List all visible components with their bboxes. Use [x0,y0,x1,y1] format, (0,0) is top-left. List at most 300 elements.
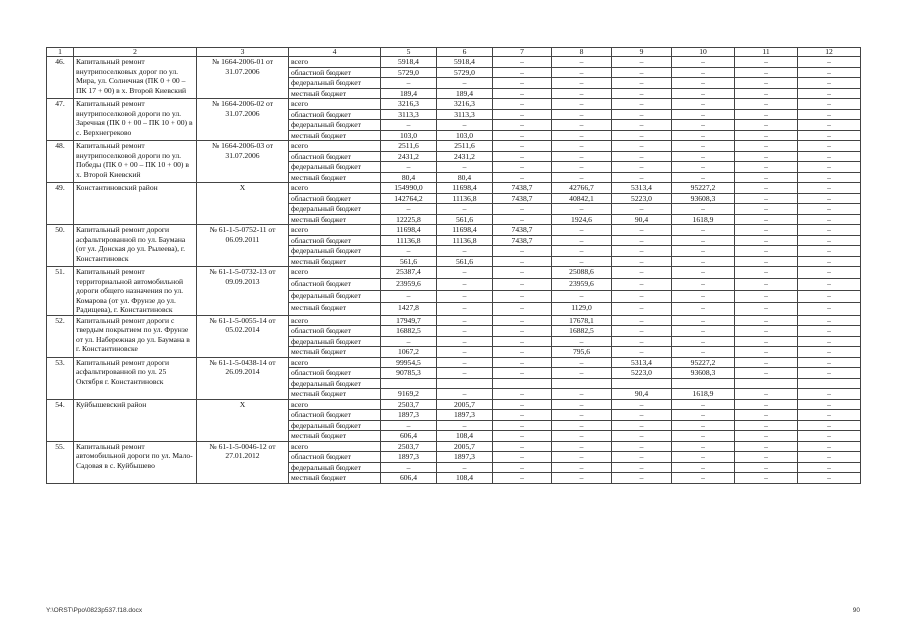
value-cell: – [798,441,861,452]
header-col-1: 1 [47,48,74,57]
value-cell: – [672,291,735,303]
entry-number: 50. [47,225,74,267]
value-cell: 93608,3 [672,193,735,204]
budget-type-cell: областной бюджет [289,109,381,120]
value-cell: – [493,368,552,379]
value-cell: – [735,162,798,173]
budget-type-cell: местный бюджет [289,431,381,442]
budget-type-cell: федеральный бюджет [289,420,381,431]
value-cell: 1897,3 [381,410,437,421]
value-cell: 17949,7 [381,315,437,326]
value-cell: – [493,389,552,400]
value-cell: – [798,410,861,421]
value-cell: – [552,151,612,162]
budget-type-cell: всего [289,141,381,152]
value-cell: 2431,2 [437,151,493,162]
header-col-5: 5 [381,48,437,57]
value-cell: – [735,214,798,225]
value-cell: – [552,172,612,183]
value-cell: – [493,303,552,315]
value-cell: – [493,399,552,410]
budget-type-cell: федеральный бюджет [289,120,381,131]
value-cell: – [672,225,735,236]
value-cell: – [612,420,672,431]
value-cell: – [437,78,493,89]
value-cell: 2005,7 [437,399,493,410]
value-cell: 93608,3 [672,368,735,379]
value-cell: 5223,0 [612,368,672,379]
header-col-4: 4 [289,48,381,57]
entry-document: № 1664-2006-03 от 31.07.2006 [197,141,289,183]
value-cell: 7438,7 [493,193,552,204]
value-cell: – [798,88,861,99]
value-cell: – [672,410,735,421]
value-cell: – [672,267,735,279]
value-cell: – [552,389,612,400]
value-cell: – [798,399,861,410]
value-cell: 5313,4 [612,183,672,194]
value-cell: – [798,235,861,246]
entry-name: Капитальный ремонт внутрипоселковой дороги по ул. Победы (ПК 0 + 00 – ПК 10 + 00) в х. Второй Киевский [74,141,197,183]
value-cell: – [612,303,672,315]
value-cell: – [612,291,672,303]
value-cell: – [735,291,798,303]
entry-document: № 1664-2006-02 от 31.07.2006 [197,99,289,141]
value-cell: – [493,151,552,162]
footer-file-path: Y:\ORST\Ppo\0823p537.f18.docx [46,607,143,614]
value-cell: – [437,368,493,379]
value-cell: – [552,410,612,421]
value-cell: – [612,109,672,120]
budget-type-cell: федеральный бюджет [289,462,381,473]
value-cell: – [735,462,798,473]
value-cell: – [437,162,493,173]
table-row [47,183,861,194]
value-cell: 103,0 [437,130,493,141]
budget-type-cell: местный бюджет [289,214,381,225]
value-cell: – [612,452,672,463]
value-cell: – [437,267,493,279]
budget-type-cell: федеральный бюджет [289,246,381,257]
entry-document: № 61-1-5-0732-13 от 09.09.2013 [197,267,289,316]
value-cell: – [552,462,612,473]
value-cell: – [493,109,552,120]
budget-type-cell: федеральный бюджет [289,291,381,303]
value-cell: – [672,151,735,162]
value-cell: – [735,368,798,379]
value-cell: – [735,204,798,215]
value-cell: – [493,246,552,257]
value-cell: – [672,78,735,89]
value-cell: – [735,172,798,183]
value-cell: – [437,120,493,131]
value-cell: – [735,399,798,410]
value-cell: – [437,279,493,291]
entry-name: Капитальный ремонт внутрипоселковых дорог по ул. Мира, ул. Солнечная (ПК 0 + 00 – ПК 17 + 00) в х. Второй Киевский [74,57,197,99]
value-cell: – [493,120,552,131]
value-cell: 2005,7 [437,441,493,452]
value-cell: – [735,120,798,131]
value-cell: 16882,5 [381,326,437,337]
budget-type-cell: всего [289,441,381,452]
value-cell: – [735,452,798,463]
value-cell: – [798,256,861,267]
value-cell: – [672,141,735,152]
value-cell: – [798,130,861,141]
value-cell: 99954,5 [381,357,437,368]
value-cell: – [612,57,672,68]
budget-type-cell: федеральный бюджет [289,336,381,347]
value-cell: – [672,57,735,68]
value-cell: – [735,78,798,89]
value-cell: – [735,326,798,337]
value-cell: – [437,291,493,303]
value-cell: – [552,67,612,78]
entry-number: 51. [47,267,74,316]
header-col-12: 12 [798,48,861,57]
value-cell: – [612,462,672,473]
value-cell: 561,6 [437,214,493,225]
value-cell: 1067,2 [381,347,437,358]
value-cell [672,378,735,389]
value-cell: – [437,347,493,358]
value-cell: 3216,3 [381,99,437,110]
value-cell: – [612,225,672,236]
value-cell: – [612,204,672,215]
value-cell: – [612,399,672,410]
value-cell: 108,4 [437,473,493,484]
header-col-9: 9 [612,48,672,57]
value-cell: – [798,225,861,236]
budget-type-cell: всего [289,399,381,410]
value-cell: 5729,0 [437,67,493,78]
entry-number: 49. [47,183,74,225]
value-cell: – [552,357,612,368]
value-cell: – [672,256,735,267]
budget-type-cell: областной бюджет [289,326,381,337]
value-cell: 25088,6 [552,267,612,279]
value-cell: 1897,3 [437,410,493,421]
value-cell: – [612,235,672,246]
value-cell: 1427,8 [381,303,437,315]
value-cell: – [493,279,552,291]
value-cell: – [672,326,735,337]
value-cell: – [735,420,798,431]
value-cell: – [672,204,735,215]
entry-number: 53. [47,357,74,399]
value-cell: – [798,368,861,379]
entry-number: 48. [47,141,74,183]
value-cell: 23959,6 [552,279,612,291]
value-cell: – [672,399,735,410]
value-cell: 80,4 [381,172,437,183]
value-cell: 11136,8 [437,193,493,204]
value-cell: 5918,4 [381,57,437,68]
value-cell: – [798,162,861,173]
value-cell: – [381,204,437,215]
value-cell: – [735,441,798,452]
header-col-8: 8 [552,48,612,57]
value-cell: – [798,473,861,484]
budget-type-cell: всего [289,357,381,368]
value-cell: – [672,99,735,110]
entry-name: Капитальный ремонт территориальной автомобильной дороги общего назначения по ул. Комарова (от ул. Фрунзе до ул. Радищева), г. Константиновск [74,267,197,316]
budget-type-cell: областной бюджет [289,193,381,204]
value-cell: – [735,303,798,315]
value-cell: – [672,109,735,120]
value-cell: – [612,120,672,131]
value-cell: 1129,0 [552,303,612,315]
table-row [47,225,861,236]
entry-document: № 1664-2006-01 от 31.07.2006 [197,57,289,99]
value-cell: – [437,336,493,347]
value-cell: – [437,420,493,431]
value-cell: – [735,347,798,358]
entry-document: № 61-1-5-0046-12 от 27.01.2012 [197,441,289,483]
value-cell: – [672,420,735,431]
value-cell: – [798,151,861,162]
value-cell: – [552,441,612,452]
value-cell: – [493,172,552,183]
value-cell: – [612,336,672,347]
budget-type-cell: местный бюджет [289,88,381,99]
value-cell: 154990,0 [381,183,437,194]
budget-type-cell: федеральный бюджет [289,162,381,173]
header-col-11: 11 [735,48,798,57]
budget-type-cell: местный бюджет [289,347,381,358]
value-cell: – [798,172,861,183]
value-cell: – [612,162,672,173]
budget-type-cell: местный бюджет [289,389,381,400]
value-cell: – [552,235,612,246]
table-row [47,99,861,110]
value-cell: 2511,6 [437,141,493,152]
value-cell: – [612,410,672,421]
value-cell: 2503,7 [381,399,437,410]
table-body [47,57,861,484]
budget-type-cell: федеральный бюджет [289,78,381,89]
value-cell: – [612,141,672,152]
budget-type-cell: областной бюджет [289,235,381,246]
value-cell: – [493,347,552,358]
value-cell: 23959,6 [381,279,437,291]
value-cell: – [735,410,798,421]
budget-type-cell: всего [289,57,381,68]
value-cell: – [735,315,798,326]
value-cell: 80,4 [437,172,493,183]
budget-type-cell: местный бюджет [289,256,381,267]
value-cell: – [437,326,493,337]
value-cell: 1897,3 [381,452,437,463]
value-cell: – [552,291,612,303]
value-cell: – [798,303,861,315]
value-cell: 5918,4 [437,57,493,68]
entry-number: 47. [47,99,74,141]
value-cell: 42766,7 [552,183,612,194]
entry-name: Куйбышевский район [74,399,197,441]
value-cell: – [672,347,735,358]
value-cell: – [552,368,612,379]
value-cell: 189,4 [381,88,437,99]
value-cell: – [798,452,861,463]
value-cell: – [798,336,861,347]
value-cell: – [735,225,798,236]
value-cell: – [437,462,493,473]
value-cell: – [735,141,798,152]
value-cell: – [672,130,735,141]
value-cell: 5729,0 [381,67,437,78]
value-cell: 90,4 [612,214,672,225]
value-cell: – [672,235,735,246]
column-number-header [47,48,861,57]
value-cell: – [381,336,437,347]
value-cell: – [672,88,735,99]
value-cell: – [381,78,437,89]
value-cell: – [437,303,493,315]
value-cell: 17678,1 [552,315,612,326]
budget-type-cell: всего [289,267,381,279]
value-cell: – [493,441,552,452]
value-cell: – [493,78,552,89]
value-cell [381,378,437,389]
value-cell: – [735,193,798,204]
value-cell [437,378,493,389]
budget-type-cell: местный бюджет [289,473,381,484]
value-cell: – [552,246,612,257]
value-cell [735,378,798,389]
value-cell: 11698,4 [437,183,493,194]
entry-name: Константиновский район [74,183,197,225]
value-cell: – [798,67,861,78]
value-cell: 25387,4 [381,267,437,279]
value-cell: – [735,431,798,442]
value-cell: – [381,120,437,131]
value-cell: 11698,4 [437,225,493,236]
value-cell: – [552,431,612,442]
value-cell: – [672,279,735,291]
value-cell: – [493,267,552,279]
entry-document: № 61-1-5-0752-11 от 06.09.2011 [197,225,289,267]
value-cell: 2503,7 [381,441,437,452]
value-cell: 5313,4 [612,357,672,368]
value-cell: – [672,67,735,78]
value-cell: – [552,130,612,141]
value-cell: – [798,246,861,257]
value-cell: 2431,2 [381,151,437,162]
budget-type-cell: областной бюджет [289,151,381,162]
value-cell: 16882,5 [552,326,612,337]
value-cell: – [493,452,552,463]
value-cell: – [612,151,672,162]
value-cell: – [672,172,735,183]
value-cell: – [552,452,612,463]
value-cell: – [672,431,735,442]
value-cell: – [493,57,552,68]
budget-type-cell: федеральный бюджет [289,378,381,389]
value-cell: – [798,57,861,68]
value-cell: – [552,88,612,99]
value-cell: 95227,2 [672,183,735,194]
value-cell: 3113,3 [437,109,493,120]
value-cell: – [672,120,735,131]
budget-type-cell: всего [289,99,381,110]
value-cell: – [798,462,861,473]
entry-name: Капитальный ремонт дороги асфальтированной по ул. 25 Октября г. Константиновск [74,357,197,399]
header-col-6: 6 [437,48,493,57]
value-cell: – [735,88,798,99]
value-cell [798,378,861,389]
value-cell: – [672,303,735,315]
entry-document: Х [197,183,289,225]
entry-document: № 61-1-5-0438-14 от 26.09.2014 [197,357,289,399]
value-cell: 189,4 [437,88,493,99]
value-cell: 7438,7 [493,235,552,246]
value-cell: – [612,246,672,257]
value-cell: – [552,120,612,131]
value-cell: – [437,389,493,400]
value-cell: – [381,462,437,473]
value-cell: – [798,193,861,204]
value-cell: – [798,347,861,358]
entry-number: 55. [47,441,74,483]
value-cell: – [672,473,735,484]
value-cell: – [735,246,798,257]
value-cell: – [552,225,612,236]
value-cell: – [552,57,612,68]
value-cell: – [493,431,552,442]
value-cell: – [798,214,861,225]
value-cell: – [612,88,672,99]
value-cell: – [672,452,735,463]
value-cell: – [735,279,798,291]
value-cell: – [612,130,672,141]
value-cell: – [735,67,798,78]
value-cell: 7438,7 [493,183,552,194]
value-cell: – [798,431,861,442]
value-cell: – [612,67,672,78]
value-cell: – [735,235,798,246]
table-row [47,141,861,152]
value-cell: – [798,291,861,303]
value-cell: – [672,441,735,452]
value-cell: – [493,357,552,368]
value-cell: – [798,420,861,431]
entry-document: № 61-1-5-0055-14 от 05.02.2014 [197,315,289,357]
budget-type-cell: областной бюджет [289,368,381,379]
value-cell: – [437,204,493,215]
entry-number: 52. [47,315,74,357]
value-cell: 606,4 [381,473,437,484]
value-cell: – [493,410,552,421]
value-cell: – [552,204,612,215]
value-cell: – [437,315,493,326]
value-cell: 142764,2 [381,193,437,204]
value-cell: – [612,172,672,183]
value-cell: – [493,130,552,141]
entry-number: 46. [47,57,74,99]
value-cell: 103,0 [381,130,437,141]
value-cell: – [798,204,861,215]
value-cell: – [672,162,735,173]
value-cell [493,378,552,389]
value-cell: – [437,246,493,257]
value-cell: 1618,9 [672,214,735,225]
budget-table [46,47,861,484]
value-cell: – [735,57,798,68]
value-cell: 9169,2 [381,389,437,400]
value-cell: – [735,267,798,279]
value-cell: – [552,336,612,347]
